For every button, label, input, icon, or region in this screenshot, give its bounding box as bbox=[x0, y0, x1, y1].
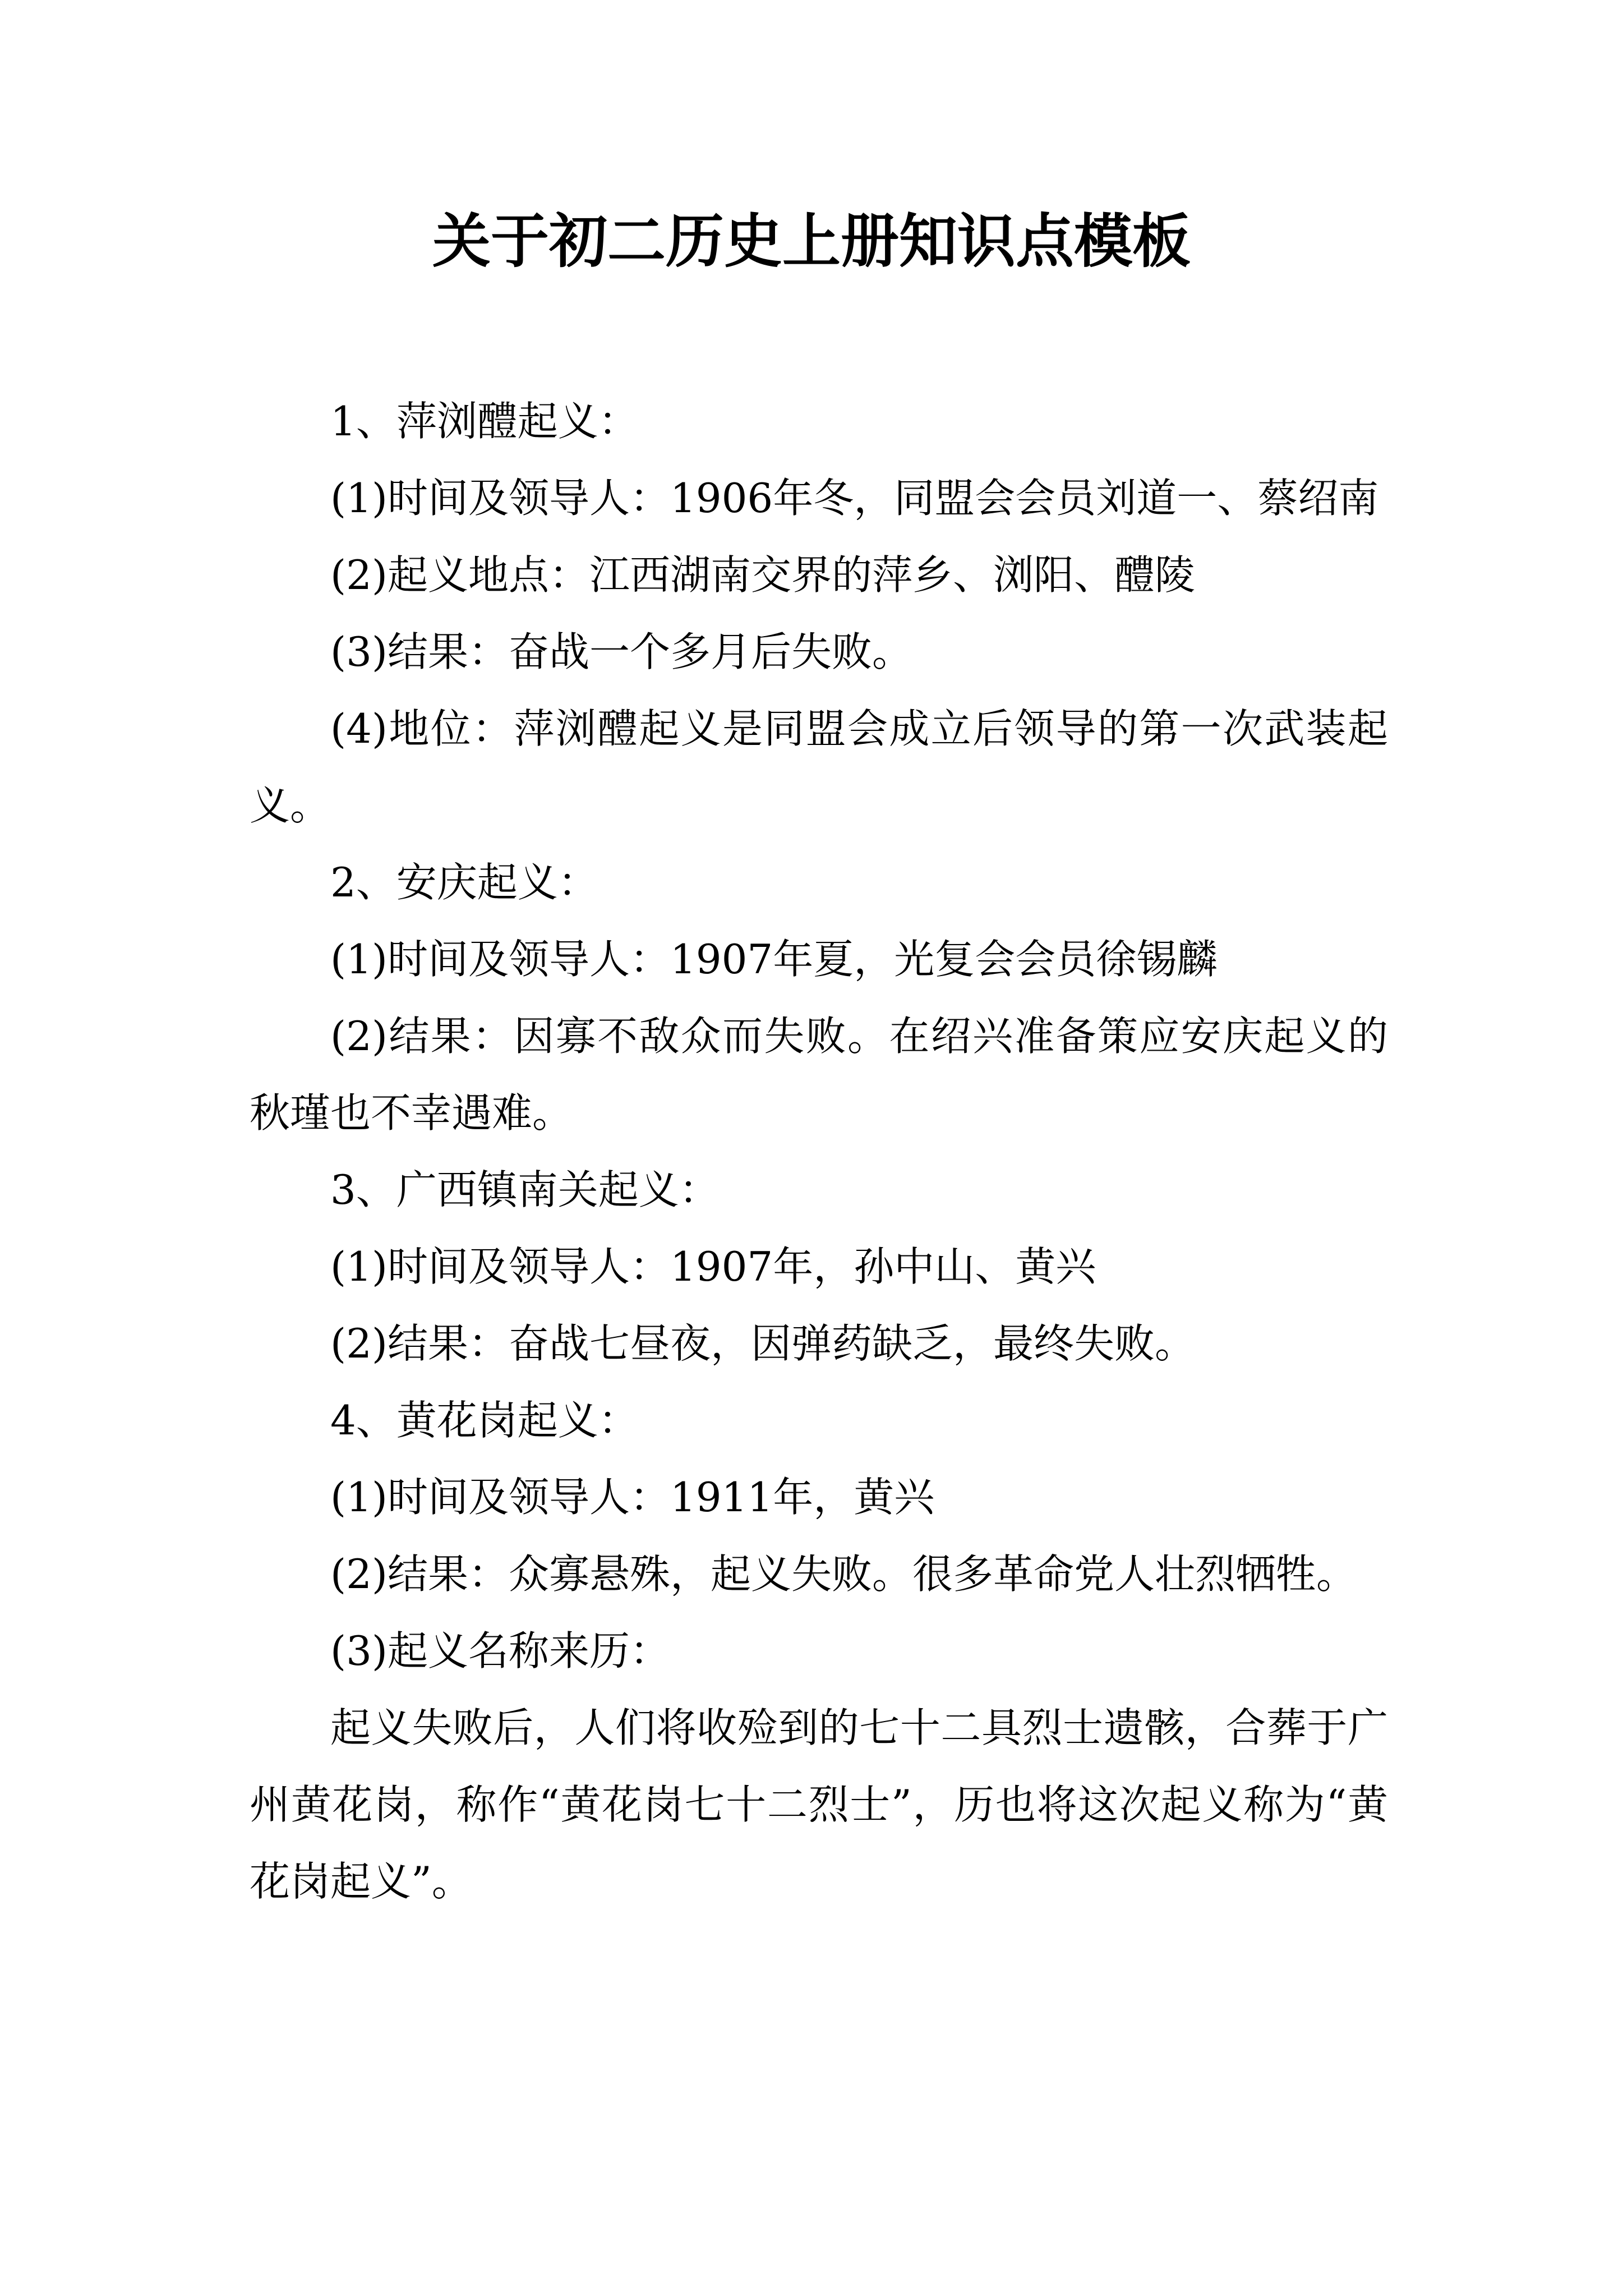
paragraph: (4)地位：萍浏醴起义是同盟会成立后领导的第一次武装起义。 bbox=[250, 705, 1388, 829]
paragraph: (1)时间及领导人：1907年夏，光复会会员徐锡麟 bbox=[330, 936, 1218, 983]
document-title: 关于初二历史上册知识点模板 bbox=[432, 206, 1191, 275]
paragraph: (1)时间及领导人：1907年，孙中山、黄兴 bbox=[330, 1243, 1096, 1290]
paragraph: (1)时间及领导人：1911年，黄兴 bbox=[330, 1474, 935, 1521]
document-body bbox=[250, 383, 1388, 1920]
paragraph: (2)起义地点：江西湖南交界的萍乡、浏阳、醴陵 bbox=[330, 551, 1195, 599]
paragraph: (2)结果：因寡不敌众而失败。在绍兴准备策应安庆起义的秋瑾也不幸遇难。 bbox=[250, 1013, 1388, 1137]
paragraph: (2)结果：众寡悬殊，起义失败。很多革命党人壮烈牺牲。 bbox=[330, 1550, 1357, 1598]
section-heading-anqing: 2、安庆起义： bbox=[330, 859, 598, 906]
paragraph: (2)结果：奋战七昼夜，因弹药缺乏，最终失败。 bbox=[330, 1320, 1195, 1367]
paragraph: (1)时间及领导人：1906年冬，同盟会会员刘道一、蔡绍南 bbox=[330, 475, 1379, 522]
paragraph: (3)结果：奋战一个多月后失败。 bbox=[330, 628, 912, 675]
paragraph: (3)起义名称来历： bbox=[330, 1627, 670, 1674]
section-heading-zhennanguan: 3、广西镇南关起义： bbox=[330, 1166, 720, 1213]
section-heading-pingliuli: 1、萍浏醴起义： bbox=[330, 398, 639, 445]
section-heading-huanghuagang: 4、黄花岗起义： bbox=[330, 1397, 639, 1444]
paragraph: 起义失败后，人们将收殓到的七十二具烈士遗骸，合葬于广州黄花岗，称作“黄花岗七十二烈士”，历也将这次起义称为“黄花岗起义”。 bbox=[250, 1704, 1388, 1905]
